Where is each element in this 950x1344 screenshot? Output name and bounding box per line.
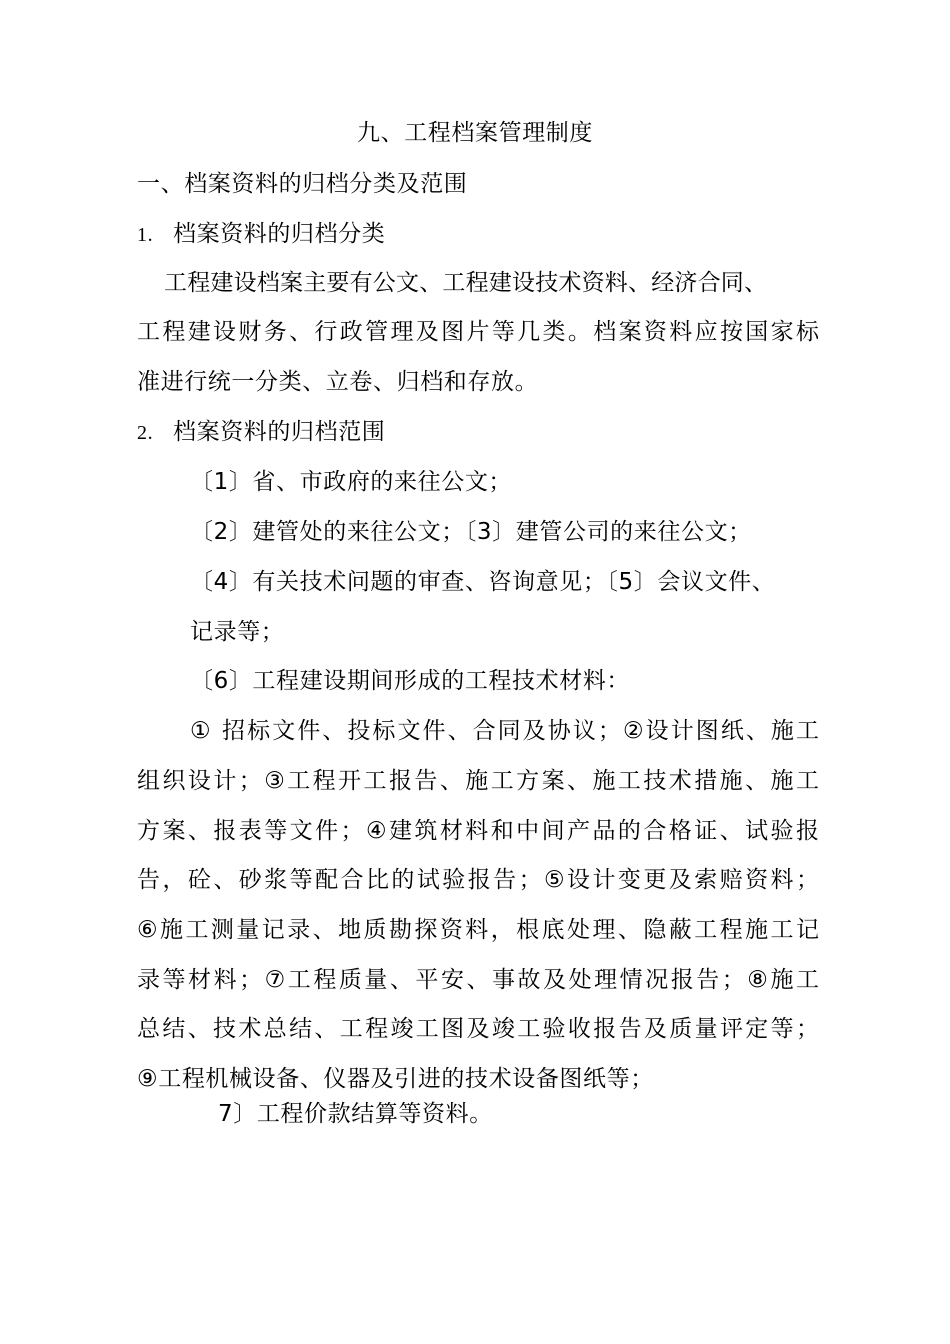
tech-line: 组织设计；③工程开工报告、施工方案、施工技术措施、施工 xyxy=(137,768,819,794)
item-number: 1. xyxy=(137,224,154,246)
tech-line: ① 招标文件、投标文件、合同及协议；②设计图纸、施工 xyxy=(190,718,819,744)
item-heading-text: 档案资料的归档分类 xyxy=(173,221,386,247)
last-item-line: 7〕工程价款结算等资料。 xyxy=(218,1101,493,1127)
scope-line: 〔6〕工程建设期间形成的工程技术材料： xyxy=(190,668,631,694)
document-title: 九、工程档案管理制度 xyxy=(357,120,593,146)
item-heading-text: 档案资料的归档范围 xyxy=(173,419,386,445)
tech-line: 录等材料；⑦工程质量、平安、事故及处理情况报告；⑧施工 xyxy=(137,967,819,993)
tech-line: ⑨工程机械设备、仪器及引进的技术设备图纸等； xyxy=(137,1066,654,1092)
tech-line: 总结、技术总结、工程竣工图及竣工验收报告及质量评定等； xyxy=(137,1016,819,1042)
item-heading-2 xyxy=(137,417,385,448)
paragraph-line: 工程建设财务、行政管理及图片等几类。档案资料应按国家标 xyxy=(137,319,819,345)
tech-line: ⑥施工测量记录、地质勘探资料，根底处理、隐蔽工程施工记 xyxy=(137,917,819,943)
tech-line: 告，砼、砂浆等配合比的试验报告；⑤设计变更及索赔资料； xyxy=(137,867,819,893)
scope-line: 记录等； xyxy=(190,619,285,645)
tech-line: 方案、报表等文件；④建筑材料和中间产品的合格证、试验报 xyxy=(137,818,819,844)
scope-line: 〔4〕有关技术问题的审查、咨询意见；〔5〕会议文件、 xyxy=(190,569,776,595)
scope-line: 〔2〕建管处的来往公文；〔3〕建管公司的来往公文； xyxy=(190,519,752,545)
item-number: 2. xyxy=(137,422,154,444)
paragraph-line: 准进行统一分类、立卷、归档和存放。 xyxy=(137,369,539,395)
section-heading: 一、档案资料的归档分类及范围 xyxy=(137,171,468,197)
scope-line: 〔1〕省、市政府的来往公文； xyxy=(190,469,513,495)
item-heading-1 xyxy=(137,219,385,250)
paragraph-line: 工程建设档案主要有公文、工程建设技术资料、经济合同、 xyxy=(164,270,768,296)
